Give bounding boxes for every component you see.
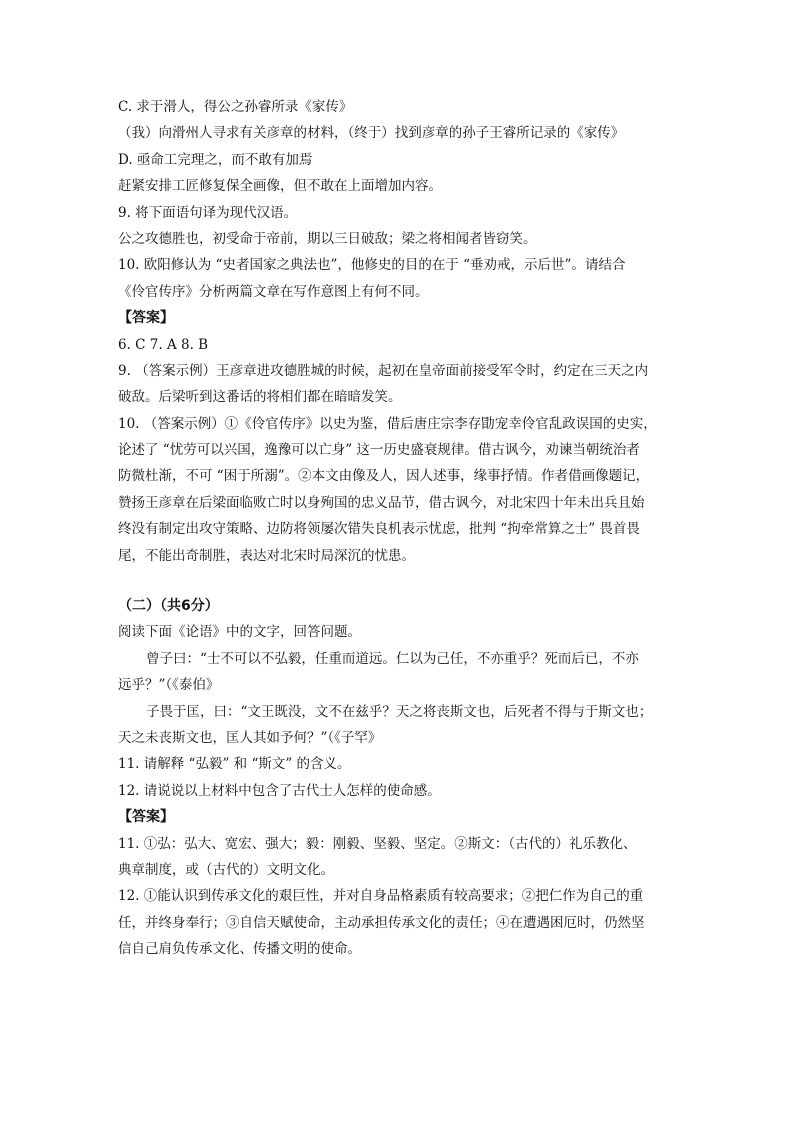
option-d-text: D. 亟命工完理之，而不敢有加焉 (118, 151, 313, 168)
answer-line: 防微杜渐，不可 “困于所溺”。②本文由像及人，因人述事，缘事抒情。作者借画像题记， (118, 468, 650, 485)
answer-line: 10. （答案示例）①《伶官传序》以史为鉴，借后唐庄宗李存勖宠幸伶官乱政误国的史实， (118, 415, 657, 432)
quote-zihan (118, 699, 674, 752)
option-c-translation: （我）向滑州人寻求有关彦章的材料，（终于）找到彦章的孙子王睿所记录的《家传》 (118, 125, 625, 142)
quote-line: 子畏于匡，曰：“文王既没，文不在兹乎？天之将丧斯文也，后死者不得与于斯文也； (146, 703, 653, 720)
question-12: 12. 请说说以上材料中包含了古代士人怎样的使命感。 (118, 782, 441, 799)
answer-line: 9. （答案示例）王彦章进攻德胜城的时候，起初在皇帝面前接受军令时，约定在三天之内 (118, 362, 649, 379)
quote-taibo (118, 646, 674, 699)
answer-line: 尾，不能出奇制胜，表达对北宋时局深沉的忧患。 (118, 547, 415, 564)
quote-line: 天之未丧斯文也，匡人其如予何？”（《子罕》 (118, 729, 382, 746)
section-gap (118, 569, 674, 593)
section-2-heading: （二）（共6分） (118, 598, 219, 615)
answer-heading: 【答案】 (118, 809, 174, 826)
option-c-text: C. 求于滑人，得公之孙睿所录《家传》 (118, 99, 353, 115)
option-d-translation: 赶紧安排工匠修复保全画像，但不敢在上面增加内容。 (118, 178, 442, 195)
quote-line: 曾子曰：“士不可以不弘毅，任重而道远。仁以为己任，不亦重乎？死而后已，不亦 (146, 650, 639, 667)
answer-line: 终没有制定出攻守策略、边防将领屡次错失良机表示忧虑，批判 “拘牵常算之士” 畏首畏 (118, 521, 640, 538)
answer-line: 典章制度，或（古代的）文明文化。 (118, 861, 334, 878)
answer-line: 破敌。后梁听到这番话的将相们都在暗暗发笑。 (118, 389, 402, 406)
answer-line: 论述了 “忧劳可以兴国，逸豫可以亡身” 这一历史盛衰规律。借古讽今，劝谏当朝统治者 (118, 442, 640, 459)
question-9-sentence: 公之攻德胜也，初受命于帝前，期以三日破敌；梁之将相闻者皆窃笑。 (118, 230, 537, 247)
answer-line: 12. ①能认识到传承文化的艰巨性，并对自身品格素质有较高要求；②把仁作为自己的重 (118, 888, 644, 905)
answer-line: 赞扬王彦章在后梁面临败亡时以身殉国的忠义品节，借古讽今，对北宋四十年未出兵且始 (118, 494, 645, 511)
question-9: 9. 将下面语句译为现代汉语。 (118, 204, 298, 221)
question-11: 11. 请解释 “弘毅” 和 “斯文” 的含义。 (118, 756, 351, 773)
answer-block-1 (118, 332, 674, 570)
question-10-line-2: 《伶官传序》分析两篇文章在写作意图上有何不同。 (118, 283, 429, 300)
question-10-line-1: 10. 欧阳修认为 “史者国家之典法也”，他修史的目的在于 “垂劝戒，示后世”。请结合 (118, 257, 626, 274)
answer-line: 11. ①弘：弘大、宽宏、强大；毅：刚毅、坚毅、坚定。②斯文：（古代的）礼乐教化、 (118, 835, 637, 852)
quote-line: 远乎？”（《泰伯》 (118, 677, 220, 694)
section-2-intro: 阅读下面《论语》中的文字，回答问题。 (118, 624, 361, 641)
answer-block-2 (118, 831, 674, 963)
questions-block-2 (118, 751, 674, 804)
answer-line: 信自己肩负传承文化、传播文明的使命。 (118, 941, 361, 958)
answer-line: 任，并终身奉行；③自信天赋使命，主动承担传承文化的责任；④在遭遇困厄时，仍然坚 (118, 914, 645, 931)
answer-heading: 【答案】 (118, 310, 174, 327)
answer-line: 6. C 7. A 8. B (118, 336, 209, 353)
question-options-block (118, 94, 674, 305)
